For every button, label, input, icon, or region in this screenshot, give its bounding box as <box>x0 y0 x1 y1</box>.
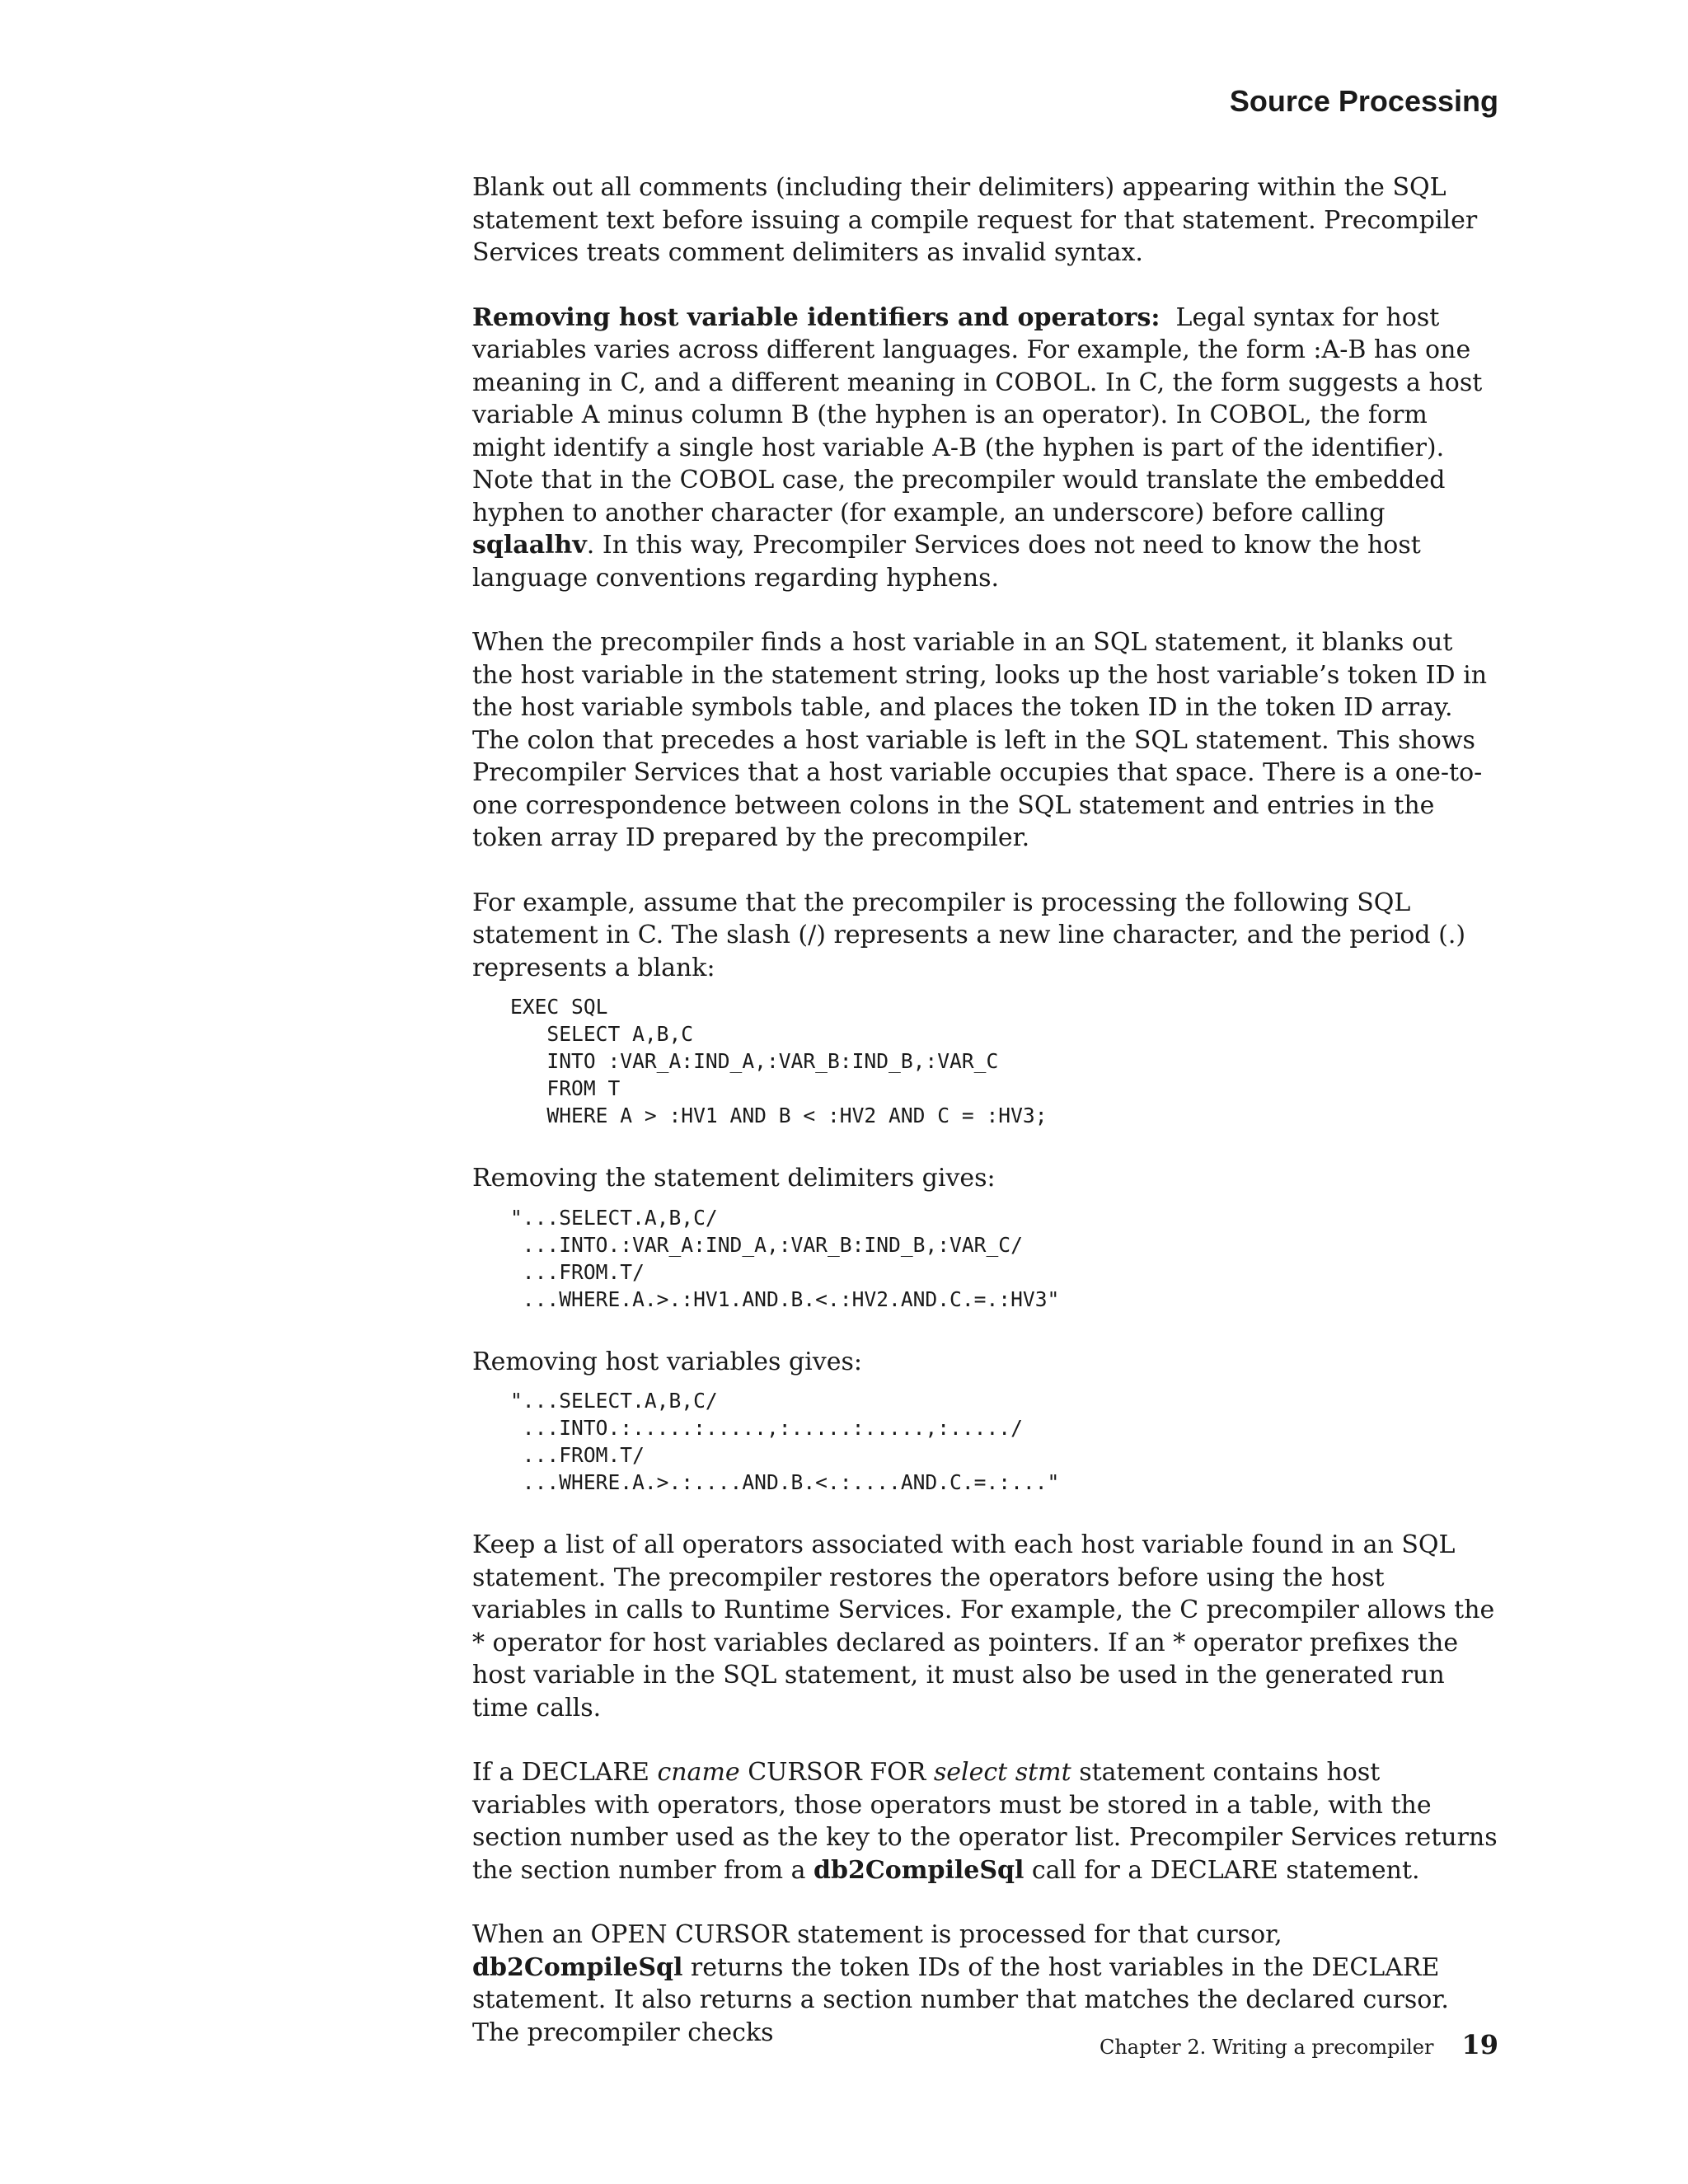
paragraph-example-intro: For example, assume that the precompiler is processing the following SQL statement in C. The slash (/) represents a new line character, and the period (.) represents a blank: <box>472 888 1466 982</box>
run-in-heading: Removing host variable identifiers and operators: <box>472 302 1160 332</box>
paragraph-comments: Blank out all comments (including their delimiters) appearing within the SQL statement text before issuing a compile request for that statement. Precompiler Services treats comment delimiters as invalid syntax. <box>472 173 1478 267</box>
italic-cname: cname <box>657 1758 740 1787</box>
running-header: Source Processing <box>1229 84 1498 118</box>
italic-select-stmt: select stmt <box>933 1758 1071 1787</box>
api-name-db2compilesql: db2CompileSql <box>814 1855 1025 1885</box>
paragraph-removing-host-variables: Removing host variables gives: <box>472 1347 862 1376</box>
api-name-sqlaalhv: sqlaalhv <box>472 531 587 560</box>
text-run: CURSOR FOR <box>739 1758 934 1787</box>
code-example-no-host-variables: "...SELECT.A,B,C/ ...INTO.:.....:.....,:.....:.....,:...../ ...FROM.T/ ...WHERE.A.>.:....AND.B.<.:....AND.C.=.:..." <box>510 1389 1060 1494</box>
page-footer <box>1100 2029 1498 2060</box>
api-name-db2compilesql: db2CompileSql <box>472 1952 683 1982</box>
page-number: 19 <box>1461 2029 1498 2060</box>
text-run: returns the token IDs of the host variables in the DECLARE statement. It also returns a section number that matches the declared cursor. The precompiler checks <box>472 1952 1449 2047</box>
code-example-no-delimiters: "...SELECT.A,B,C/ ...INTO.:VAR_A:IND_A,:VAR_B:IND_B,:VAR_C/ ...FROM.T/ ...WHERE.A.>.:HV1.AND.B.<.:HV2.AND.C.=.:HV3" <box>510 1205 1060 1311</box>
paragraph-operators: Keep a list of all operators associated with each host variable found in an SQL statement. The precompiler restores the operators before using the host variables in calls to Runtime Services. For example, the C precompiler allows the * operator for host variables declared as pointers. If an * operator prefixes the host variable in the SQL statement, it must also be used in the generated run time calls. <box>472 1530 1495 1722</box>
paragraph-removing-delimiters: Removing the statement delimiters gives: <box>472 1164 996 1193</box>
text-run: Legal syntax for host variables varies across different languages. For example, the form :A-B has one meaning in C, and a different meaning in COBOL. In C, the form suggests a host variable A minus column B (the hyphen is an operator). In COBOL, the form might identify a single host variable A-B (the hyphen is part of the identifier). Note that in the COBOL case, the precompiler would translate the embedded hyphen to another character (for example, an underscore) before calling <box>472 302 1483 527</box>
text-run: . In this way, Precompiler Services does not need to know the host language conventions regarding hyphens. <box>472 531 1421 593</box>
paragraph-host-variable-identifiers <box>472 302 1498 595</box>
text-run: When an OPEN CURSOR statement is processed for that cursor, <box>472 1920 1282 1949</box>
code-example-sql: EXEC SQL SELECT A,B,C INTO :VAR_A:IND_A,:VAR_B:IND_B,:VAR_C FROM T WHERE A > :HV1 AND B < :HV2 AND C = :HV3; <box>510 995 1048 1127</box>
text-run: If a DECLARE <box>472 1758 658 1787</box>
body-text <box>472 171 1498 2081</box>
paragraph-token-ids: When the precompiler finds a host variable in an SQL statement, it blanks out the host variable in the statement string, looks up the host variable’s token ID in the host variable symbols table, and places the token ID in the token ID array. The colon that precedes a host variable is left in the SQL statement. This shows Precompiler Services that a host variable occupies that space. There is a one-to-one correspondence between colons in the SQL statement and entries in the token array ID prepared by the precompiler. <box>472 628 1488 852</box>
paragraph-declare-cursor <box>472 1756 1498 1886</box>
text-run: statement contains host variables with operators, those operators must be stored in a table, with the section number used as the key to the operator list. Precompiler Services returns the section number from a <box>472 1758 1498 1885</box>
text-run: call for a DECLARE statement. <box>1024 1855 1420 1885</box>
chapter-title: Chapter 2. Writing a precompiler <box>1099 2036 1434 2059</box>
